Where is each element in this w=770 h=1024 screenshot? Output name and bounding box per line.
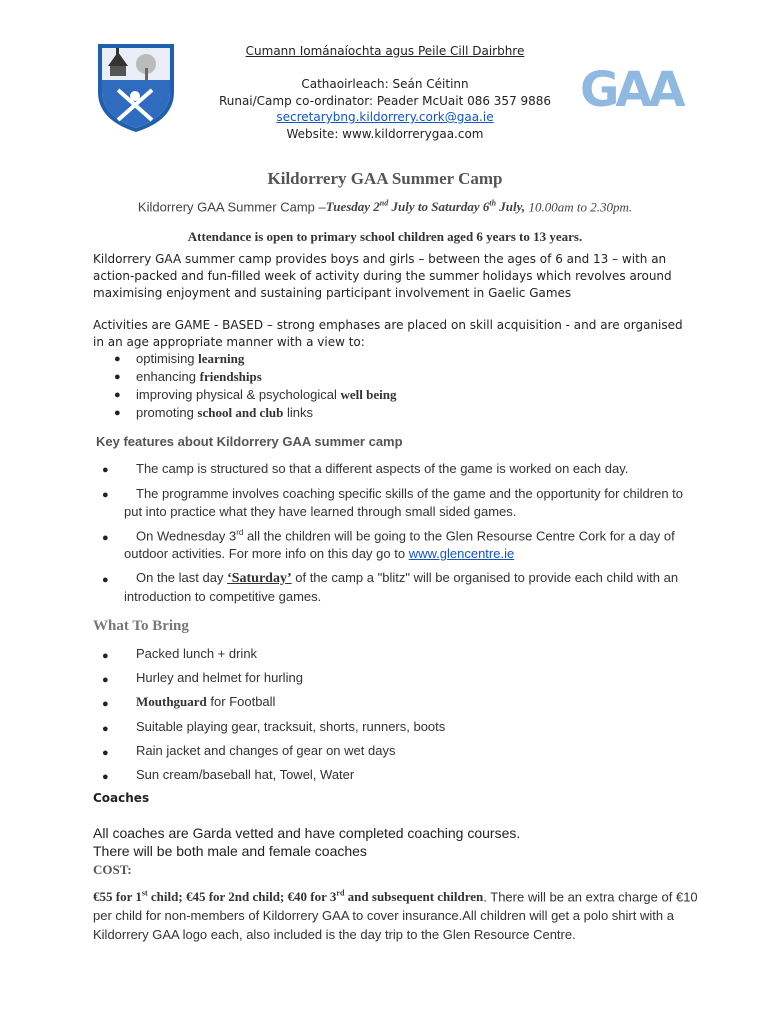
attendance-note: Attendance is open to primary school children aged 6 years to 13 years. (187, 229, 583, 244)
bullet-icon: ● (114, 353, 121, 365)
bullet-icon: ● (102, 674, 109, 686)
email-link[interactable]: secretarybng.kildorrery.cork@gaa.ie (276, 110, 494, 124)
bullet-icon: ● (114, 407, 121, 419)
coaches-gender: There will be both male and female coaches (93, 843, 367, 859)
bullet-icon: ● (114, 371, 121, 383)
bullet-icon: ● (102, 698, 109, 710)
feature-item: On the last day ‘Saturday’ of the camp a "blitz" will be organised to provide each child with an (136, 570, 679, 586)
email-line (0, 110, 770, 124)
bring-item: Hurley and helmet for hurling (136, 670, 303, 685)
club-name: Cumann Iománaíochta agus Peile Cill Dairbhre (245, 44, 525, 58)
camp-dates: Kildorrery GAA Summer Camp –Tuesday 2nd July to Saturday 6th July, 10.00am to 2.30pm. (137, 199, 633, 215)
bullet-icon: ● (102, 747, 109, 759)
bring-item: Rain jacket and changes of gear on wet days (136, 743, 396, 758)
bullet-icon: ● (102, 489, 109, 501)
glencentre-link[interactable]: www.glencentre.ie (408, 546, 515, 561)
bring-item: Sun cream/baseball hat, Towel, Water (136, 767, 355, 782)
activities-intro: Activities are GAME - BASED – strong emphases are placed on skill acquisition - and are organised in an age appropriate manner with a view to: (93, 318, 683, 349)
features-heading: Key features about Kildorrery GAA summer camp (96, 434, 403, 449)
bullet-icon: ● (102, 532, 109, 544)
feature-item-continued: introduction to competitive games. (124, 589, 322, 604)
feature-item: The programme involves coaching specific skills of the game and the opportunity for children to (136, 486, 684, 501)
bullet-icon: ● (102, 723, 109, 735)
cost-line-2: per child for non-members of Kildorrery GAA to cover insurance.All children will get a polo shirt with a (93, 908, 674, 923)
chairperson: Cathaoirleach: Seán Céitinn (301, 77, 469, 91)
cost-line-1: €55 for 1st child; €45 for 2nd child; €40 for 3rd and subsequent children. There will be an extra charge of €10 (93, 889, 698, 905)
feature-item: On Wednesday 3rd all the children will be going to the Glen Resourse Centre Cork for a day of (136, 528, 675, 544)
aim-item: enhancing friendships (136, 369, 262, 384)
gaa-logo-text: GAA (580, 62, 682, 112)
feature-item-continued: put into practice what they have learned through small sided games. (124, 504, 517, 519)
coaches-heading: Coaches (93, 791, 150, 805)
bullet-icon: ● (102, 650, 109, 662)
aim-item: optimising learning (136, 351, 245, 366)
bring-item: Packed lunch + drink (136, 646, 258, 661)
intro-paragraph: Kildorrery GAA summer camp provides boys and girls – between the ages of 6 and 13 – with an action-packed and fun-filled week of activity during the summer holidays which revolves around maximising enjoyment and sustaining participant involvement in Gaelic Games (93, 252, 672, 300)
bring-item: Mouthguard for Football (136, 694, 276, 709)
bullet-icon: ● (102, 464, 109, 476)
bring-heading: What To Bring (93, 618, 189, 634)
page-title: Kildorrery GAA Summer Camp (267, 169, 503, 188)
website-line: Website: www.kildorrerygaa.com (286, 127, 484, 141)
aim-item: improving physical & psychological well being (136, 387, 397, 402)
bring-item: Suitable playing gear, tracksuit, shorts, runners, boots (136, 719, 446, 734)
coaches-vetting: All coaches are Garda vetted and have completed coaching courses. (93, 825, 521, 841)
cost-heading: COST: (93, 862, 132, 877)
bullet-icon: ● (102, 771, 109, 783)
aim-item: promoting school and club links (136, 405, 314, 420)
camp-coordinator: Runai/Camp co-ordinator: Peader McUait 086 357 9886 (218, 94, 552, 108)
feature-item-continued: outdoor activities. For more info on this day go to www.glencentre.ie (124, 546, 515, 561)
feature-item: The camp is structured so that a different aspects of the game is worked on each day. (136, 461, 629, 476)
cost-line-3: Kildorrery GAA logo each, also included is the day trip to the Glen Resource Centre. (93, 927, 576, 942)
bullet-icon: ● (102, 574, 109, 586)
bullet-icon: ● (114, 389, 121, 401)
